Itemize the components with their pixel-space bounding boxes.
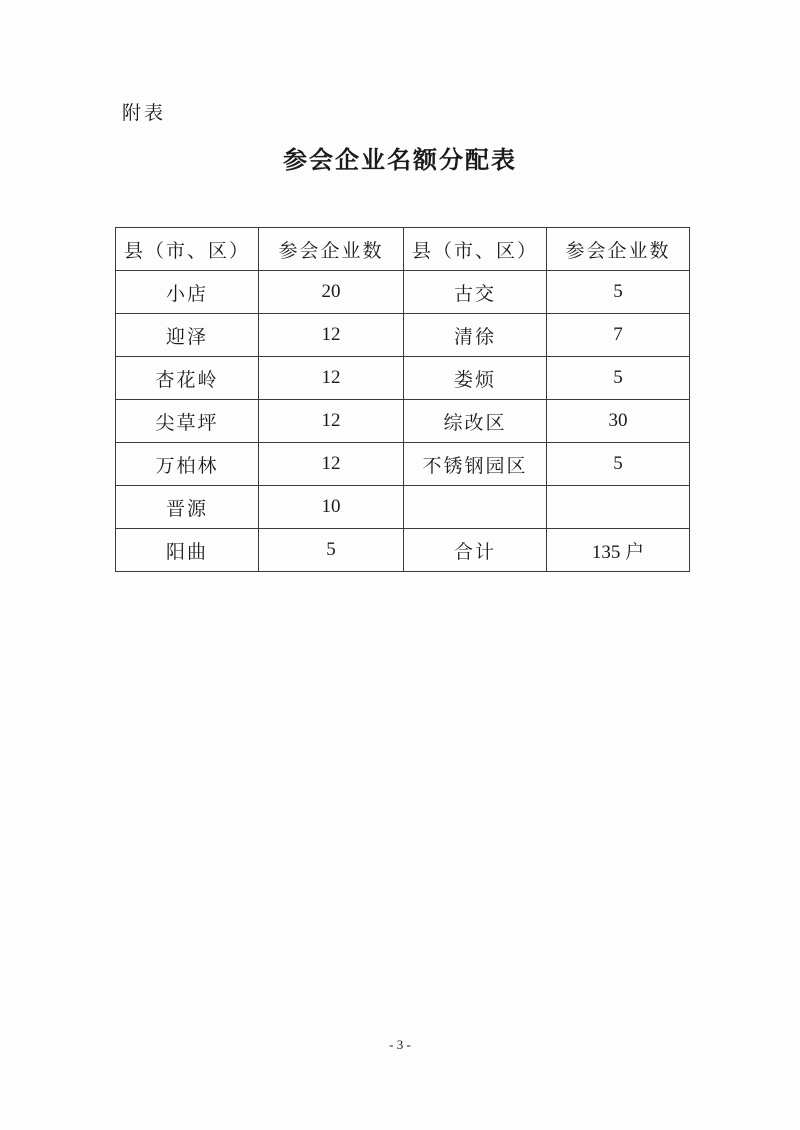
appendix-label: 附表 — [122, 102, 167, 124]
count-cell: 12 — [259, 357, 404, 400]
count-cell: 20 — [259, 271, 404, 314]
table-row-total — [116, 529, 690, 572]
region-cell: 古交 — [404, 271, 547, 314]
header-cell-count: 参会企业数 — [547, 228, 690, 271]
count-cell: 12 — [259, 400, 404, 443]
count-cell: 12 — [259, 443, 404, 486]
count-cell — [547, 486, 690, 529]
region-cell: 清徐 — [404, 314, 547, 357]
table-row — [116, 486, 690, 529]
region-cell: 小店 — [116, 271, 259, 314]
table-row — [116, 443, 690, 486]
count-cell: 5 — [259, 529, 404, 572]
document-title: 参会企业名额分配表 — [283, 145, 517, 174]
count-cell: 5 — [547, 443, 690, 486]
table-row — [116, 357, 690, 400]
table-row — [116, 271, 690, 314]
count-cell: 10 — [259, 486, 404, 529]
region-cell: 综改区 — [404, 400, 547, 443]
count-cell: 5 — [547, 271, 690, 314]
total-count-cell: 135 户 — [547, 529, 690, 572]
region-cell: 阳曲 — [116, 529, 259, 572]
region-cell: 晋源 — [116, 486, 259, 529]
region-cell: 迎泽 — [116, 314, 259, 357]
header-cell-count: 参会企业数 — [259, 228, 404, 271]
count-cell: 5 — [547, 357, 690, 400]
region-cell: 杏花岭 — [116, 357, 259, 400]
table-header-row — [116, 228, 690, 271]
count-cell: 30 — [547, 400, 690, 443]
quota-table — [115, 227, 690, 572]
region-cell: 娄烦 — [404, 357, 547, 400]
region-cell — [404, 486, 547, 529]
count-cell: 7 — [547, 314, 690, 357]
region-cell: 万柏林 — [116, 443, 259, 486]
region-cell: 尖草坪 — [116, 400, 259, 443]
page-number: - 3 - — [389, 1037, 411, 1052]
region-cell: 不锈钢园区 — [404, 443, 547, 486]
header-cell-region: 县（市、区） — [116, 228, 259, 271]
table-row — [116, 314, 690, 357]
total-label-cell: 合计 — [404, 529, 547, 572]
table-row — [116, 400, 690, 443]
count-cell: 12 — [259, 314, 404, 357]
header-cell-region: 县（市、区） — [404, 228, 547, 271]
